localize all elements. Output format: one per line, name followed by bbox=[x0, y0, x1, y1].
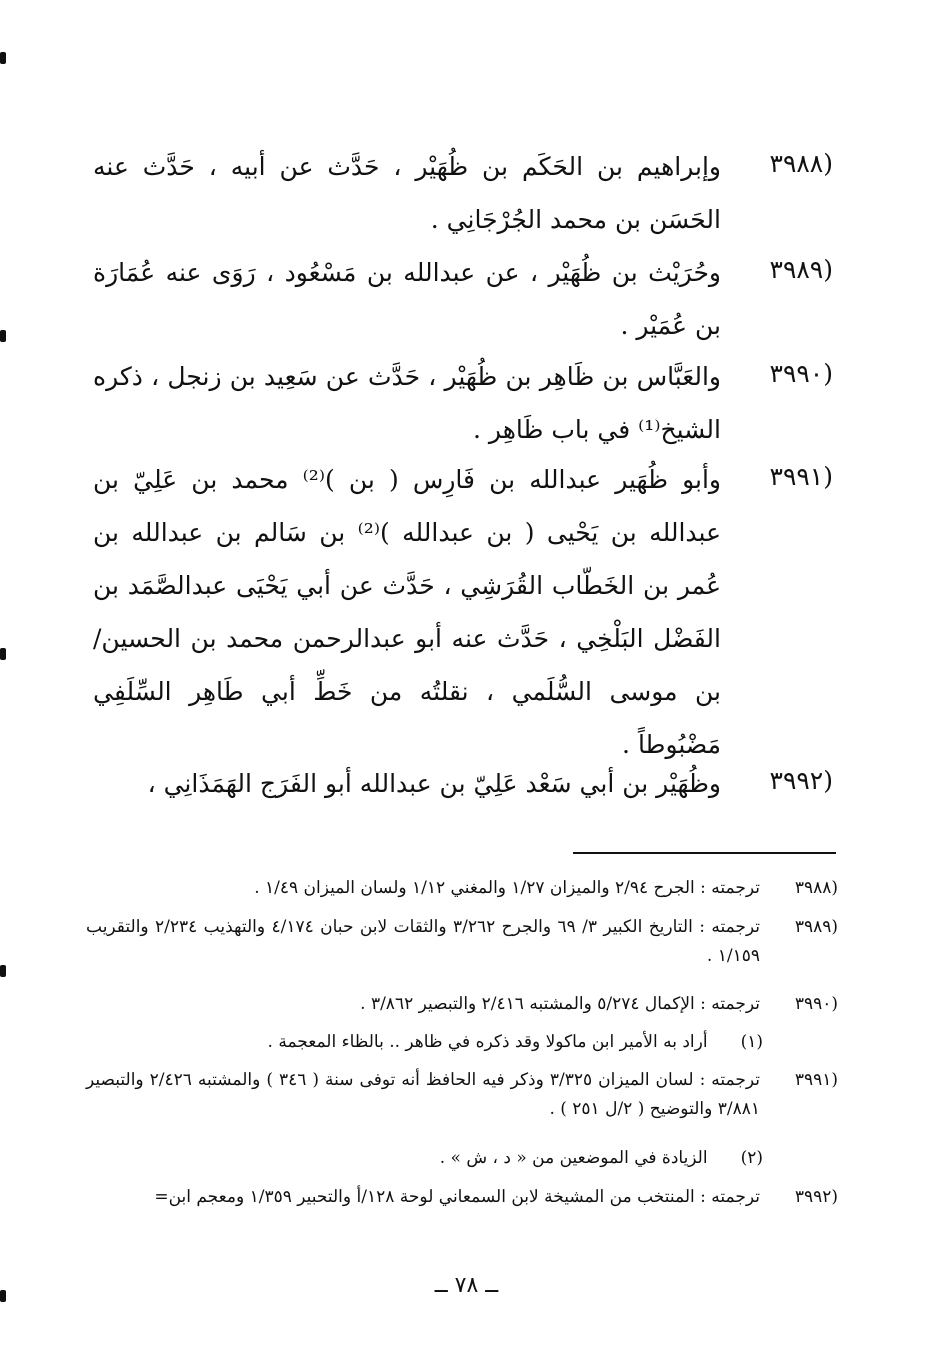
footnote-number: (٣٩٩٢ bbox=[794, 1187, 838, 1207]
subnote-number: (١) bbox=[740, 1032, 763, 1052]
entry-number: (٣٩٩٠ bbox=[769, 359, 833, 388]
footnote-3989 bbox=[86, 913, 838, 971]
subnote-text: الزيادة في الموضعين من « د ، ش » . bbox=[439, 1148, 708, 1168]
entry-3988 bbox=[93, 140, 833, 246]
footnote-number: (٣٩٩٠ bbox=[794, 994, 838, 1014]
footnote-number: (٣٩٨٨ bbox=[794, 878, 838, 898]
subnote-text: أراد به الأمير ابن ماكولا وقد ذكره في ظاهر .. بالظاء المعجمة . bbox=[267, 1032, 708, 1052]
footnote-text: ترجمته : الجرح ٢/٩٤ والميزان ١/٢٧ والمغني ١/١٢ ولسان الميزان ١/٤٩ . bbox=[254, 878, 760, 898]
footnote-3992 bbox=[86, 1183, 838, 1212]
entry-text: والعَبَّاس بن ظَاهِر بن ظُهَيْر ، حَدَّث عن سَعِيد بن زنجل ، ذكره الشيخ⁽¹⁾ في باب ظَاهِر . bbox=[93, 362, 721, 444]
footnote-3991 bbox=[86, 1066, 838, 1124]
entry-text: وإبراهيم بن الحَكَم بن ظُهَيْر ، حَدَّث عن أبيه ، حَدَّث عنه الحَسَن بن محمد الجُرْجَانِي . bbox=[93, 152, 721, 234]
entry-text: وظُهَيْر بن أبي سَعْد عَلِيّ بن عبدالله أبو الفَرَج الهَمَذَانِي ، bbox=[147, 769, 721, 798]
entry-number: (٣٩٨٨ bbox=[769, 149, 833, 178]
footnote-text: ترجمته : لسان الميزان ٣/٣٢٥ وذكر فيه الحافظ أنه توفى سنة ( ٣٤٦ ) والمشتبه ٢/٤٢٦ والتبصير ٣/٨٨١ والتوضيح ( ٢/ل ٢٥١ ) . bbox=[86, 1070, 760, 1119]
subnote-number: (٢) bbox=[740, 1148, 763, 1168]
footnote-3988 bbox=[86, 874, 838, 903]
entry-text: وحُرَيْث بن ظُهَيْر ، عن عبدالله بن مَسْعُود ، رَوَى عنه عُمَارَة بن عُمَيْر . bbox=[93, 258, 721, 340]
entry-3991 bbox=[93, 453, 833, 771]
scan-margin-mark bbox=[0, 648, 6, 660]
footnote-number: (٣٩٨٩ bbox=[794, 917, 838, 937]
subnote-2 bbox=[163, 1144, 763, 1173]
entry-text: وأبو ظُهَير عبدالله بن فَارِس ( بن )⁽²⁾ محمد بن عَلِيّ بن عبدالله بن يَحْيى ( بن عبدالله )⁽²⁾ بن سَالم بن عبدالله بن عُمر بن الخَطّاب القُرَشِي ، حَدَّث عن أبي يَحْيَى عبدالصَّمَد بن الفَضْل البَلْخِي ، حَدَّث عنه أبو عبدالرحمن محمد بن الحسين/ بن موسى السُّلَمي ، نقلتُه من خَطِّ أبي طَاهِر السِّلَفِي مَضْبُوطاً . bbox=[93, 465, 721, 759]
footnote-text: ترجمته : الإكمال ٥/٢٧٤ والمشتبه ٢/٤١٦ والتبصير ٣/٨٦٢ . bbox=[360, 994, 760, 1014]
entry-number: (٣٩٩١ bbox=[769, 462, 833, 491]
scan-margin-mark bbox=[0, 52, 6, 64]
scan-margin-mark bbox=[0, 1290, 6, 1302]
footnote-text: ترجمته : التاريخ الكبير ٣/ ٦٩ والجرح ٣/٢٦٢ والثقات لابن حبان ٤/١٧٤ والتهذيب ٢/٢٣٤ والتقريب ١/١٥٩ . bbox=[86, 917, 761, 966]
entry-3992 bbox=[93, 757, 833, 810]
entry-3989 bbox=[93, 246, 833, 352]
footnote-3990 bbox=[86, 990, 838, 1019]
page-number: ــ ٧٨ ــ bbox=[434, 1273, 499, 1298]
entry-number: (٣٩٩٢ bbox=[769, 766, 833, 795]
entry-number: (٣٩٨٩ bbox=[769, 255, 833, 284]
footnote-text: ترجمته : المنتخب من المشيخة لابن السمعاني لوحة ١٢٨/أ والتحبير ١/٣٥٩ ومعجم ابن= bbox=[154, 1187, 760, 1207]
scan-margin-mark bbox=[0, 965, 6, 977]
footnote-number: (٣٩٩١ bbox=[794, 1070, 838, 1090]
subnote-1 bbox=[163, 1028, 763, 1057]
entry-3990 bbox=[93, 350, 833, 456]
scan-margin-mark bbox=[0, 330, 6, 342]
footnote-separator bbox=[573, 852, 836, 854]
